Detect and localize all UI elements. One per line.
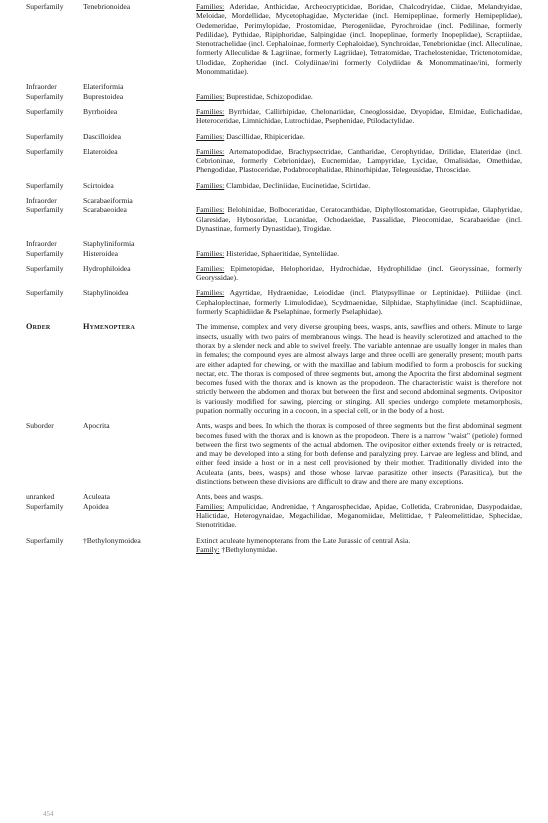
taxon-entry xyxy=(26,82,522,101)
taxon-ranks xyxy=(26,288,196,316)
description-paragraph xyxy=(196,92,522,101)
taxon-name: Elateriformia xyxy=(83,82,124,92)
taxon-name: Aculeata xyxy=(83,492,110,502)
rank-row xyxy=(26,322,196,331)
description-paragraph xyxy=(196,147,522,175)
taxon-entry xyxy=(26,264,522,283)
taxon-description xyxy=(196,132,522,141)
families-label: Families: xyxy=(196,146,225,156)
taxon-ranks xyxy=(26,147,196,175)
families-label: Families: xyxy=(196,248,225,258)
taxon-name: Scirtoidea xyxy=(83,180,114,190)
description-text: Belohinidae, Bolboceratidae, Ceratocanthidae, Diphyllostomatidae, Geotrupidae, Glaphyridae, Glaresidae, Hybosoridae, Lucanidae, Ochodaeidae, Passalidae, Pleocomidae, Scarabaeidae (incl. Dynastinae, formerly Dynastidae), Trogidae. xyxy=(196,205,522,233)
description-text: Extinct aculeate hymenopterans from the Late Jurassic of central Asia. xyxy=(196,535,411,545)
taxon-entry xyxy=(26,322,522,415)
families-label: Families: xyxy=(196,180,225,190)
rank-row xyxy=(26,196,196,205)
taxon-name: Tenebrionoidea xyxy=(83,2,131,11)
taxon-entry xyxy=(26,421,522,486)
taxon-ranks xyxy=(26,2,196,76)
families-label: Families: xyxy=(196,2,225,11)
description-text: Ampulicidae, Andrenidae, †Angarosphecidae, Apidae, Colletida, Crabronidae, Dasypodaidae, Halictidae, Heterogynaidae, Megachilidae, Meganomiidae, Melittidae, †Paleomelittidae, Sphecidae, Stenotritidae. xyxy=(196,501,522,530)
taxon-entry xyxy=(26,288,522,316)
families-label: Families: xyxy=(196,106,225,116)
rank-row xyxy=(26,502,196,511)
families-label: Family: xyxy=(196,544,220,554)
families-label: Families: xyxy=(196,263,225,273)
taxon-entry xyxy=(26,492,522,529)
rank-label: unranked xyxy=(26,492,55,502)
taxon-description xyxy=(196,2,522,76)
rank-row xyxy=(26,147,196,156)
taxon-name: Scarabaeoidea xyxy=(83,205,127,215)
rank-label: Superfamily xyxy=(26,205,64,215)
taxon-name: Apoidea xyxy=(83,501,109,511)
rank-label: Superfamily xyxy=(26,535,64,545)
taxon-entry xyxy=(26,181,522,190)
taxon-description xyxy=(196,147,522,175)
taxon-description xyxy=(196,181,522,190)
taxon-name: Scarabaeiformia xyxy=(83,196,133,206)
taxon-entry xyxy=(26,2,522,76)
taxon-description xyxy=(196,82,522,101)
description-text: Ants, wasps and bees. In which the thorax is composed of three segments but the first abdominal segment becomes fused with the thorax and is known as the propodeon. There is a narrow "waist" (petiole) formed between the first two segments of the actual abdomen. The ovipositor either extends freely or is retracted, and may be developed into a sting for both defense and paralyzing prey. Larvae are legless and blind, and either feed inside a host or in a nest cell provisioned by their mother. Traditionally divided into the Aculeata (ants, bees, wasps) and those whose larvae parasitize other insects (Parasitica), but the distinctions between these divisions are difficult to draw and there are many exceptions. xyxy=(196,421,522,487)
description-text: Dascillidae, Rhipiceridae. xyxy=(224,131,305,141)
description-paragraph xyxy=(196,288,522,316)
taxon-description xyxy=(196,107,522,126)
page-body xyxy=(26,2,522,560)
taxon-description xyxy=(196,288,522,316)
rank-label: Superfamily xyxy=(26,263,64,273)
rank-label: Superfamily xyxy=(26,106,64,116)
taxon-description xyxy=(196,421,522,486)
families-label: Families: xyxy=(196,131,225,141)
description-text: Artematopodidae, Brachypsectridae, Cantharidae, Cerophytidae, Drilidae, Elateridae (incl. Cebrioninae, formerly Cebrionidae), Eucnemidae, Lampyridae, Lycidae, Omalisidae, Omethidae, Phengodidae, Plastoceridae, Podabrocephalidae, Rhinorhipidae, Telegeusidae, Throscidae. xyxy=(196,146,522,175)
rank-row xyxy=(26,536,196,545)
taxon-entry xyxy=(26,132,522,141)
description-text: Clambidae, Decliniidae, Eucinetidae, Scirtidae. xyxy=(224,180,371,190)
description-text: †Bethylonymidae. xyxy=(219,544,278,554)
taxon-name: Elateroidea xyxy=(83,146,118,156)
rank-label: Superfamily xyxy=(26,501,64,511)
description-paragraph xyxy=(196,502,522,530)
rank-label: Infraorder xyxy=(26,239,57,249)
rank-row xyxy=(26,205,196,214)
description-paragraph xyxy=(196,2,522,76)
description-text: Buprestidae, Schizopodidae. xyxy=(224,91,313,101)
rank-row xyxy=(26,107,196,116)
taxon-name: †Bethylonymoidea xyxy=(83,535,141,545)
taxon-ranks xyxy=(26,492,196,529)
rank-label: Superfamily xyxy=(26,180,64,190)
rank-row xyxy=(26,264,196,273)
taxon-name: Byrrhoidea xyxy=(83,106,118,116)
rank-row xyxy=(26,132,196,141)
description-paragraph xyxy=(196,132,522,141)
rank-label: Infraorder xyxy=(26,82,57,92)
taxon-name: Staphyliniformia xyxy=(83,239,135,249)
taxon-ranks xyxy=(26,322,196,415)
rank-label: Infraorder xyxy=(26,196,57,206)
rank-row xyxy=(26,92,196,101)
taxon-name: Buprestoidea xyxy=(83,91,124,101)
families-label: Families: xyxy=(196,501,225,511)
taxon-entry xyxy=(26,239,522,258)
taxon-ranks xyxy=(26,421,196,486)
taxon-description xyxy=(196,322,522,415)
taxon-ranks xyxy=(26,107,196,126)
taxon-ranks xyxy=(26,264,196,283)
description-paragraph xyxy=(196,249,522,258)
taxon-ranks xyxy=(26,181,196,190)
rank-row xyxy=(26,82,196,91)
description-text: Agyrtidae, Hydraenidae, Leiodidae (incl. Platypsyllinae or Leptinidae). Ptiliidae (incl. Cephaloplectinae, formerly Limulodidae), Scydmaenidae, Silphidae, Staphylinidae (incl. Scaphidiinae, formerly Scaphidiidae & Pselaphinae, formerly Pselaphidae). xyxy=(196,288,522,317)
description-paragraph xyxy=(196,545,522,554)
families-label: Families: xyxy=(196,205,225,215)
page-number: 454 xyxy=(43,810,54,818)
taxon-name: Apocrita xyxy=(83,421,110,431)
description-text: Histeridae, Sphaeritidae, Synteliidae. xyxy=(224,248,339,258)
taxon-ranks xyxy=(26,132,196,141)
taxon-description xyxy=(196,536,522,555)
taxon-ranks xyxy=(26,82,196,101)
taxon-ranks xyxy=(26,239,196,258)
families-label: Families: xyxy=(196,288,225,298)
description-text: Aderidae, Anthicidae, Archeocrypticidae, Boridae, Chalcodryidae, Ciidae, Melandryidae, Meloidae, Mordellidae, Mycetophagidae, Mycteridae (incl. Hemipeplinae, formerly Hemipeplidae), Oedemeridae, Perimylopidae, Prostomidae, Pterogeniidae, Pyrochroidae (incl. Pedilinae, formerly Pedilidae), Pythidae, Ripiphoridae, Salpingidae (incl. Inopeplinae, formerly Inopeplidae), Scraptiidae, Stenotrachelidae (incl. Cephaloinae, formerly Cephaloidae), Synchroidae, Tenebrionidae (incl. Alleculinae, formerly Alleculidae & Lagriinae, formerly Lagriidae), Tetratomidae, Trachelostenidae, Trictenotomidae, Ulodidae, Zopheridae (incl. Colydiinae/ini formerly Colydiidae & Monommatinae/ini, formerly Monommatidae). xyxy=(196,2,522,77)
families-label: Families: xyxy=(196,91,225,101)
rank-row xyxy=(26,181,196,190)
taxon-name: Dascilloidea xyxy=(83,131,121,141)
description-text: Epimetopidae, Helophoridae, Hydrochidae, Hydrophilidae (incl. Georyssinae, formerly Georyssidae). xyxy=(196,263,522,283)
description-paragraph xyxy=(196,205,522,233)
rank-label: Superfamily xyxy=(26,2,64,11)
taxon-name: Staphylinoidea xyxy=(83,288,129,298)
description-text: The immense, complex and very diverse grouping bees, wasps, ants, sawflies and others. Minute to large insects, usually with two pairs of membranous wings. The head is heavily sclerotized and attached to the thorax by a slender neck and able to swivel freely. The variable antennae are usually longer in males than in females; the compound eyes are almost always large and three ocelli are generally present; mouth parts are either adapted for chewing, or with the maxillae and labium modified to form a proboscis for sucking nectar, etc. The thorax is composed of three segments but, among the Apocrita the first abdominal segment becomes fused with the thorax and is known as the propodeon. The characteristic waist is therefore not strictly between the abdomen and thorax but between the first and second abdominal segments. Ovipositor is variously modified for sawing, piercing or stinging. All species undergo complete metamorphosis, pupation normally occuring in a cocoon, in a special cell, or in the body of a host. xyxy=(196,322,522,415)
rank-label: Suborder xyxy=(26,421,54,431)
taxon-description xyxy=(196,264,522,283)
taxon-name: Hydrophiloidea xyxy=(83,263,131,273)
description-text: Ants, bees and wasps. xyxy=(196,492,263,502)
taxon-description xyxy=(196,239,522,258)
taxon-ranks xyxy=(26,196,196,233)
description-paragraph xyxy=(196,181,522,190)
taxon-name: Hymenoptera xyxy=(83,322,135,332)
taxon-entry xyxy=(26,147,522,175)
description-paragraph xyxy=(196,107,522,126)
rank-row xyxy=(26,421,196,430)
rank-label: Superfamily xyxy=(26,131,64,141)
taxon-description xyxy=(196,492,522,529)
taxon-entry xyxy=(26,536,522,555)
taxon-description xyxy=(196,196,522,233)
taxon-entry xyxy=(26,196,522,233)
rank-row xyxy=(26,2,196,11)
description-paragraph xyxy=(196,322,522,415)
description-paragraph xyxy=(196,421,522,486)
taxon-entry xyxy=(26,107,522,126)
description-paragraph xyxy=(196,264,522,283)
rank-row xyxy=(26,239,196,248)
rank-label: Superfamily xyxy=(26,146,64,156)
description-paragraph xyxy=(196,536,522,545)
rank-label: Superfamily xyxy=(26,288,64,298)
rank-row xyxy=(26,492,196,501)
rank-label: Order xyxy=(26,322,51,332)
rank-label: Superfamily xyxy=(26,248,64,258)
taxon-ranks xyxy=(26,536,196,555)
rank-row xyxy=(26,288,196,297)
description-paragraph xyxy=(196,492,522,501)
taxon-name: Histeroidea xyxy=(83,248,119,258)
rank-label: Superfamily xyxy=(26,91,64,101)
description-text: Byrrhidae, Callirhipidae, Chelonariidae, Cneoglossidae, Dryopidae, Elmidae, Eulichadidae, Heteroceridae, Limnichidae, Lutrochidae, Psephenidae, Ptilodactylidae. xyxy=(196,106,522,126)
rank-row xyxy=(26,249,196,258)
